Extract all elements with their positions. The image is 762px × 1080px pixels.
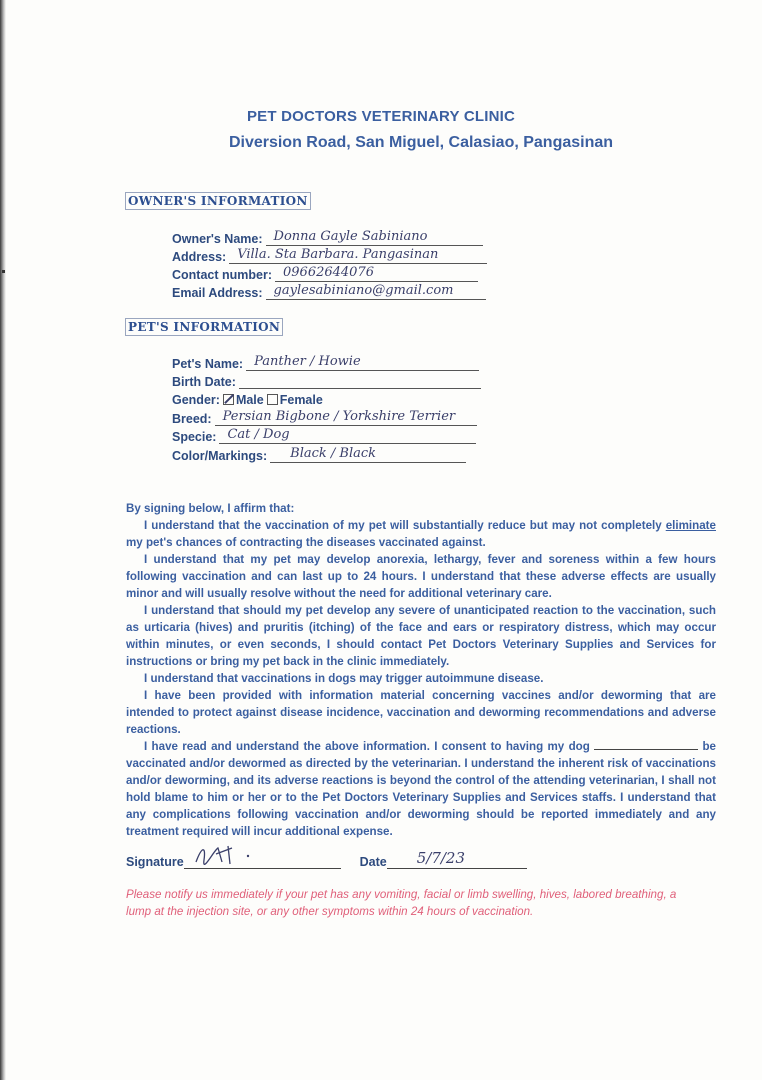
consent-p1-b: my pet's chances of contracting the diseases vaccinated against. <box>126 536 486 549</box>
email-label: Email Address: <box>172 286 263 300</box>
date-line[interactable] <box>387 849 527 869</box>
consent-intro: By signing below, I affirm that: <box>126 502 295 515</box>
pet-section-title: PET'S INFORMATION <box>125 318 283 336</box>
email-value: gaylesabiniano@gmail.com <box>273 283 454 298</box>
breed-label: Breed: <box>172 412 212 426</box>
owner-section-title: OWNER'S INFORMATION <box>125 192 311 210</box>
signature-row <box>126 849 527 869</box>
consent-text <box>126 500 716 840</box>
contact-field <box>172 267 478 282</box>
pet-name-field <box>172 356 479 371</box>
address-label: Address: <box>172 250 227 264</box>
breed-line[interactable] <box>215 411 477 426</box>
pet-name-value: Panther / Howie <box>254 354 361 369</box>
consent-paragraph-3: I understand that should my pet develop any severe of unanticipated reaction to the vaccination, such as urticaria (hives) and pruritis (itching) of the face and ears or respiratory distress, which may occur within minutes, or even seconds, I should contact Pet Doctors Veterinary Supplies and Services for instructions or bring my pet back in the clinic immediately. <box>126 604 716 668</box>
gender-field <box>172 393 323 407</box>
contact-line[interactable] <box>275 267 478 282</box>
pet-name-label: Pet's Name: <box>172 357 244 371</box>
consent-paragraph-2: I understand that my pet may develop anorexia, lethargy, fever and soreness within a few hours following vaccination and can last up to 24 hours. I understand that these adverse effects are usually minor and will usually resolve without the need for additional veterinary care. <box>126 553 716 600</box>
signature-line[interactable] <box>184 852 341 869</box>
consent-p6-b: be vaccinated and/or dewormed as directed by the veterinarian. I understand the inherent risk of vaccinations and/or deworming, and its adverse reactions is beyond the control of the attending veterinarian, I shall not hold blame to him or her or to the Pet Doctors Veterinary Supplies and Services staffs. I understand that any complications following vaccination and/or deworming should be reported immediately and any treatment required will incur additional expense. <box>126 740 716 838</box>
consent-paragraph-6 <box>126 738 716 840</box>
female-checkbox[interactable] <box>267 394 278 405</box>
consent-p1-a: I understand that the vaccination of my pet will substantially reduce but may not completely <box>144 519 662 532</box>
specie-line[interactable] <box>219 429 476 444</box>
pet-name-line[interactable] <box>246 356 479 371</box>
color-label: Color/Markings: <box>172 449 268 463</box>
birth-date-line[interactable] <box>239 374 481 389</box>
date-label: Date <box>359 855 387 869</box>
specie-label: Specie: <box>172 430 217 444</box>
post-vaccination-notice: Please notify us immediately if your pet has any vomiting, facial or limb swelling, hives, labored breathing, a lump at the injection site, or any other symptoms within 24 hours of vaccination. <box>126 888 677 918</box>
owner-name-line[interactable] <box>266 231 483 246</box>
owner-name-field <box>172 231 483 246</box>
consent-paragraph-1 <box>126 517 716 551</box>
specie-value: Cat / Dog <box>227 427 290 442</box>
owner-name-label: Owner's Name: <box>172 232 263 246</box>
email-line[interactable] <box>266 285 486 300</box>
clinic-address: Diversion Road, San Miguel, Calasiao, Pangasinan <box>228 134 614 151</box>
female-label: Female <box>279 393 323 407</box>
owner-name-value: Donna Gayle Sabiniano <box>273 229 428 244</box>
consent-dog-blank[interactable] <box>594 738 698 750</box>
specie-field <box>172 429 476 444</box>
email-field <box>172 285 486 300</box>
clinic-name: PET DOCTORS VETERINARY CLINIC <box>246 108 516 125</box>
male-label: Male <box>235 393 264 407</box>
scan-mark <box>2 270 5 273</box>
color-line[interactable] <box>270 448 466 463</box>
breed-value: Persian Bigbone / Yorkshire Terrier <box>222 409 456 424</box>
consent-paragraph-4: I understand that vaccinations in dogs may trigger autoimmune disease. <box>144 672 544 685</box>
breed-field <box>172 411 477 426</box>
consent-p1-underlined: eliminate <box>665 519 716 532</box>
address-line[interactable] <box>229 249 487 264</box>
signature-scribble-icon <box>192 842 262 868</box>
signature-label: Signature <box>126 855 184 869</box>
address-field <box>172 249 487 264</box>
consent-p6-a: I have read and understand the above information. I consent to having my dog <box>144 740 590 753</box>
gender-label: Gender: <box>172 393 220 407</box>
contact-value: 09662644076 <box>283 265 374 280</box>
color-value: Black / Black <box>290 446 377 461</box>
male-checkbox[interactable] <box>223 394 234 405</box>
color-field <box>172 448 466 463</box>
address-value: Villa. Sta Barbara. Pangasinan <box>237 247 439 262</box>
birth-date-label: Birth Date: <box>172 375 236 389</box>
consent-paragraph-5: I have been provided with information material concerning vaccines and/or deworming that are intended to protect against disease incidence, vaccination and deworming recommendations and adverse reactions. <box>126 689 716 736</box>
birth-date-field <box>172 374 481 389</box>
contact-label: Contact number: <box>172 268 272 282</box>
scan-edge <box>0 0 6 1080</box>
date-value: 5/7/23 <box>416 849 465 867</box>
